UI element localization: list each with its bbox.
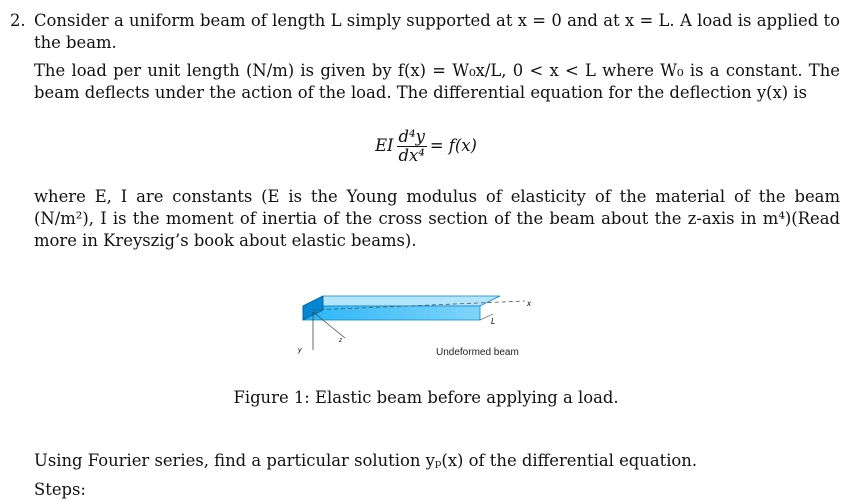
figure-caption: Figure 1: Elastic beam before applying a load.: [233, 388, 619, 407]
equation-coefficient: EI: [375, 136, 394, 155]
problem-number: 2.: [10, 11, 26, 30]
label-x: x: [527, 299, 531, 308]
label-undeformed-beam: Undeformed beam: [436, 347, 519, 358]
load-description: The load per unit length (N/m) is given by f(x) = W₀x/L, 0 < x < L where W₀ is a constant. The beam deflects under the action of the load. The differential equation for the deflection y(x) is: [34, 61, 840, 102]
beam-top-face: [303, 296, 500, 306]
differential-equation: [0, 128, 852, 165]
equation-fraction: [397, 128, 427, 165]
equation-denominator: dx⁴: [398, 146, 425, 165]
label-y: y: [298, 347, 302, 354]
steps-label: Steps:: [34, 480, 86, 499]
task-statement: Using Fourier series, find a particular solution yₚ(x) of the differential equation.: [34, 451, 698, 470]
equation-rhs: = f(x): [429, 136, 477, 155]
problem-intro: Consider a uniform beam of length L simply supported at x = 0 and at x = L. A load is applied to the beam.: [34, 11, 840, 52]
equation-numerator: d⁴y: [398, 127, 425, 146]
beam-figure: [295, 290, 545, 365]
constants-description: where E, I are constants (E is the Young modulus of elasticity of the material of the beam (N/m²), I is the moment of inertia of the cross section of the beam about the z-axis in m⁴)(Read more in Kreyszig’s book about elastic beams).: [34, 187, 840, 250]
label-L: L: [491, 317, 496, 326]
label-z: z: [339, 338, 342, 344]
beam-front-face: [303, 306, 480, 320]
